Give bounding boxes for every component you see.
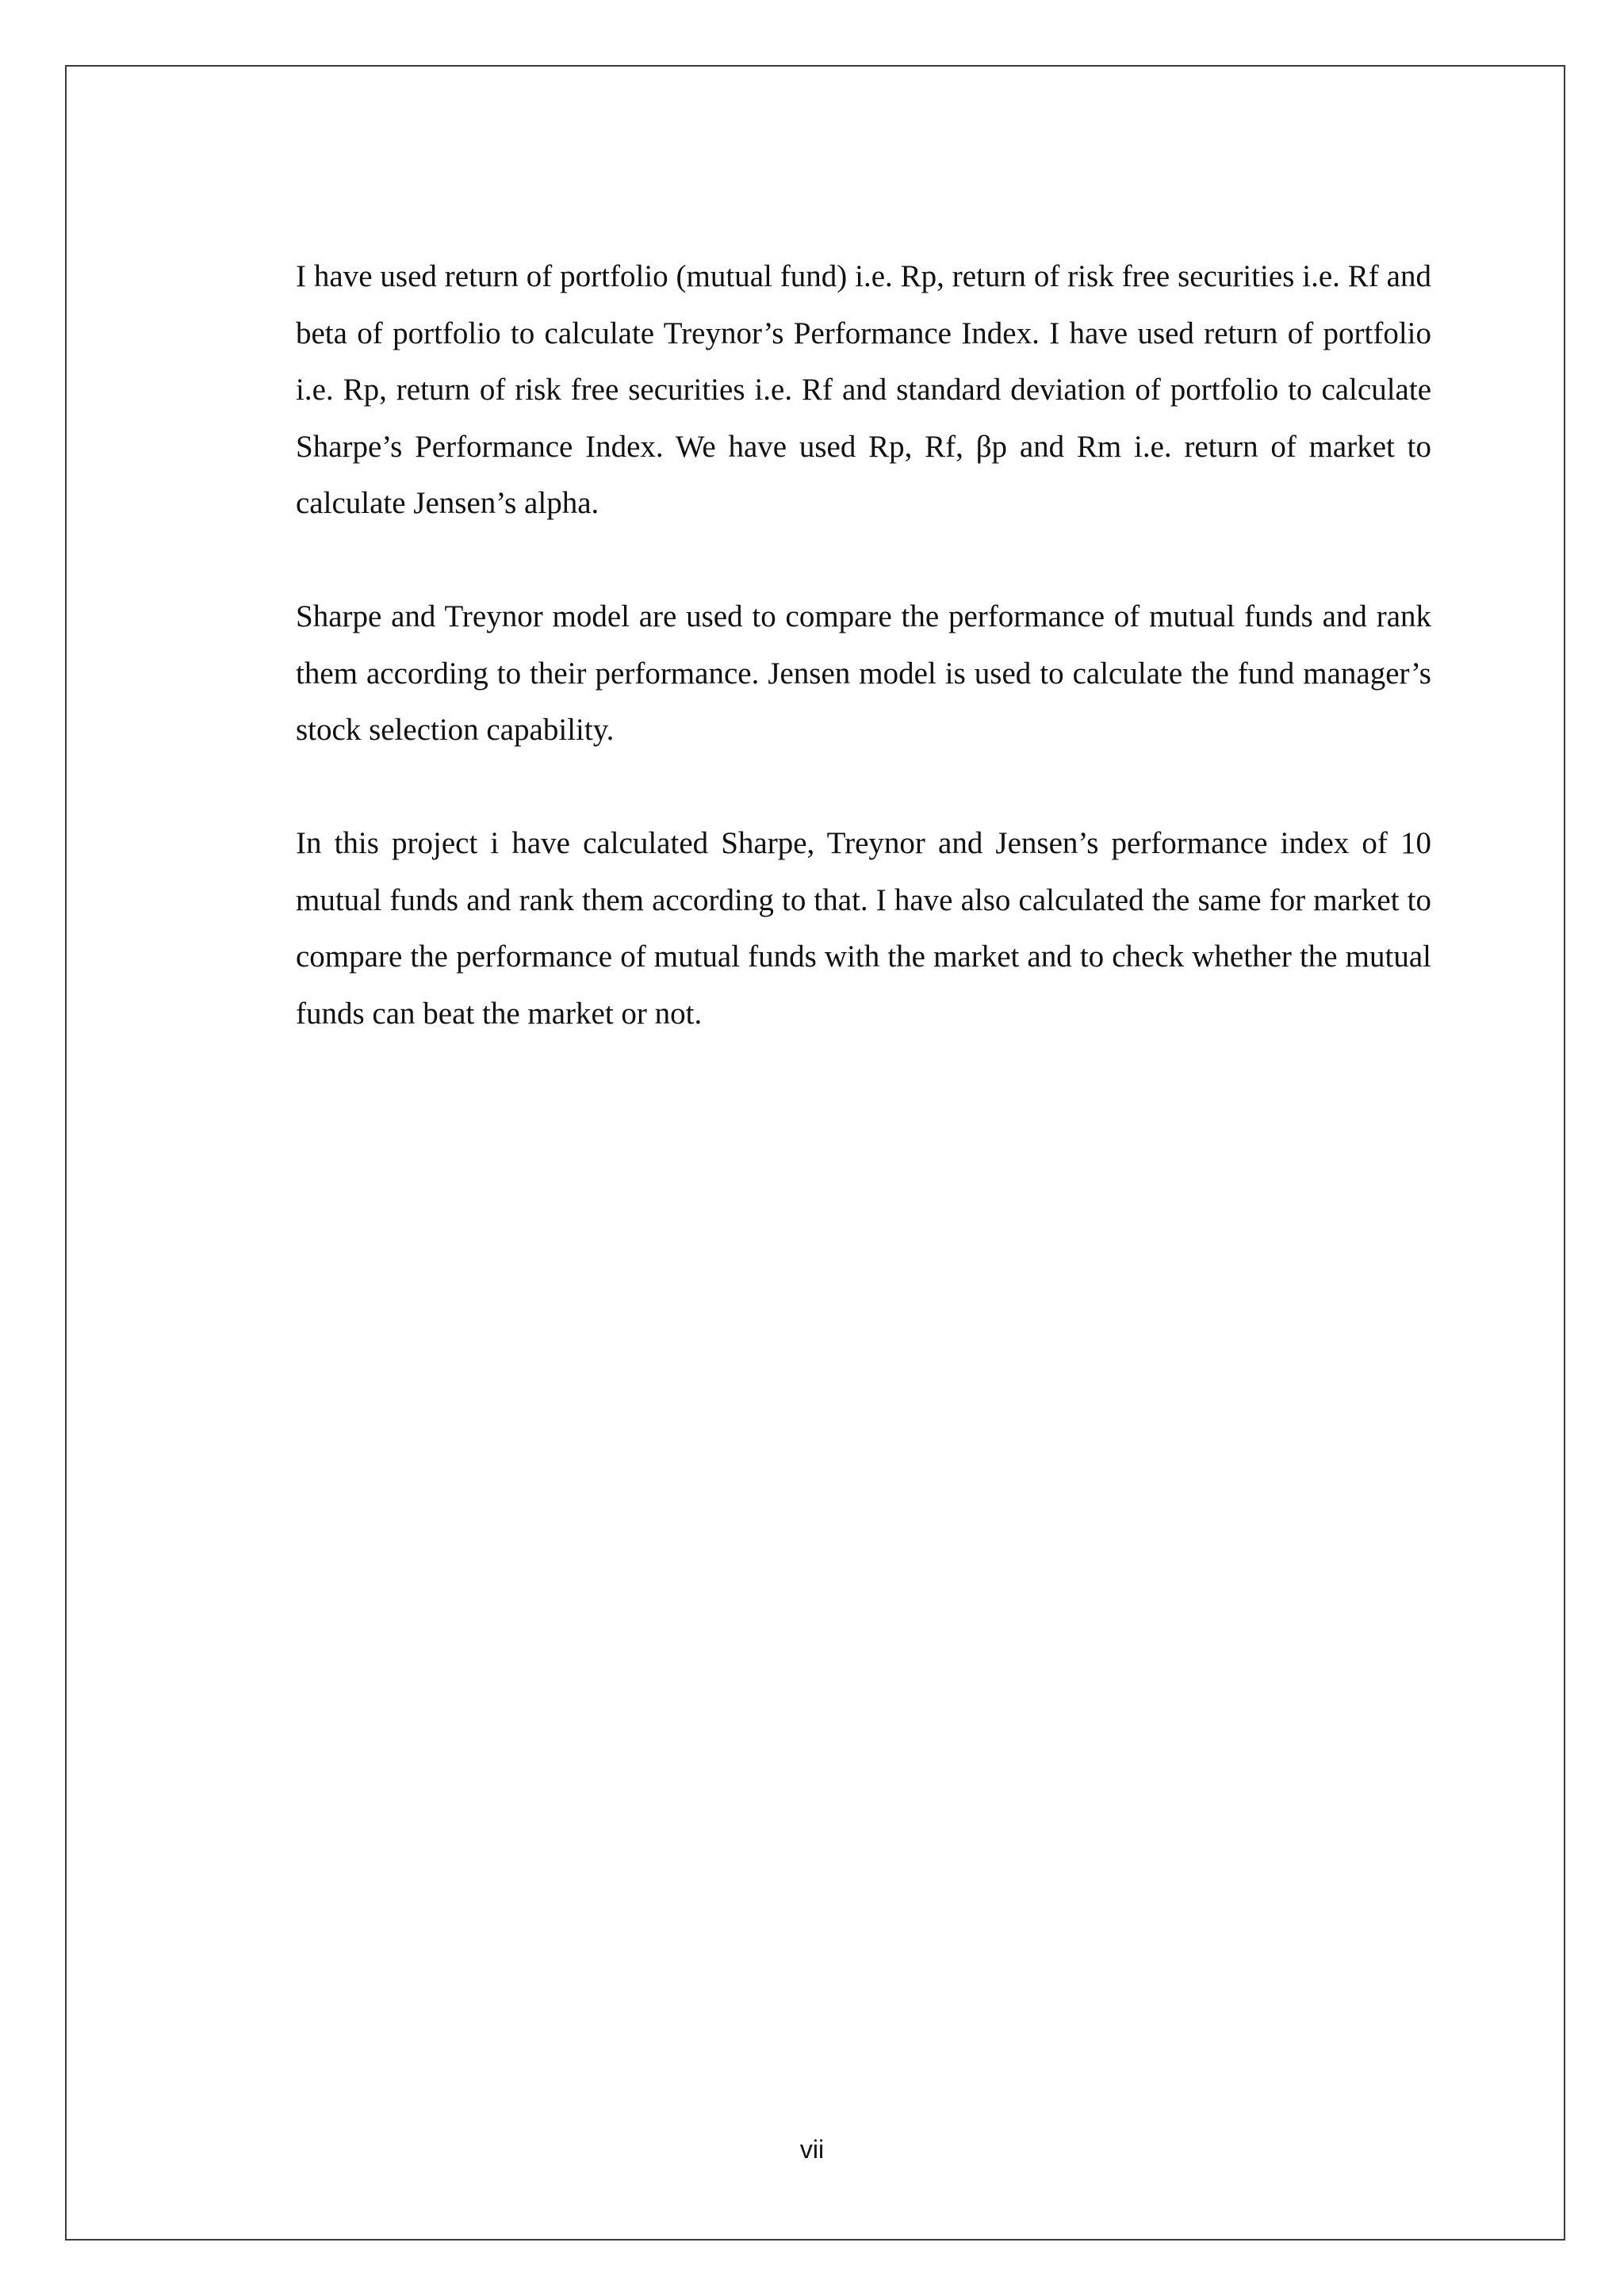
paragraph-3: In this project i have calculated Sharpe, Treynor and Jensen’s performance index of 10 mutual funds and rank them according to that. I have also calculated the same for market to compare the performance of mutual funds with the market and to check whether the mutual funds can beat the market or not. <box>296 826 1431 1031</box>
body-text <box>296 248 1431 1099</box>
paragraph-1: I have used return of portfolio (mutual fund) i.e. Rp, return of risk free securities i.e. Rf and beta of portfolio to calculate Treynor’s Performance Index. I have used return of portfolio i.e. Rp, return of risk free securities i.e. Rf and standard deviation of portfolio to calculate Sharpe’s Performance Index. We have used Rp, Rf, βp and Rm i.e. return of market to calculate Jensen’s alpha. <box>296 259 1431 520</box>
page-number: vii <box>799 2135 825 2164</box>
paragraph-2: Sharpe and Treynor model are used to compare the performance of mutual funds and rank them according to their performance. Jensen model is used to calculate the fund manager’s stock selection capability. <box>296 599 1431 747</box>
